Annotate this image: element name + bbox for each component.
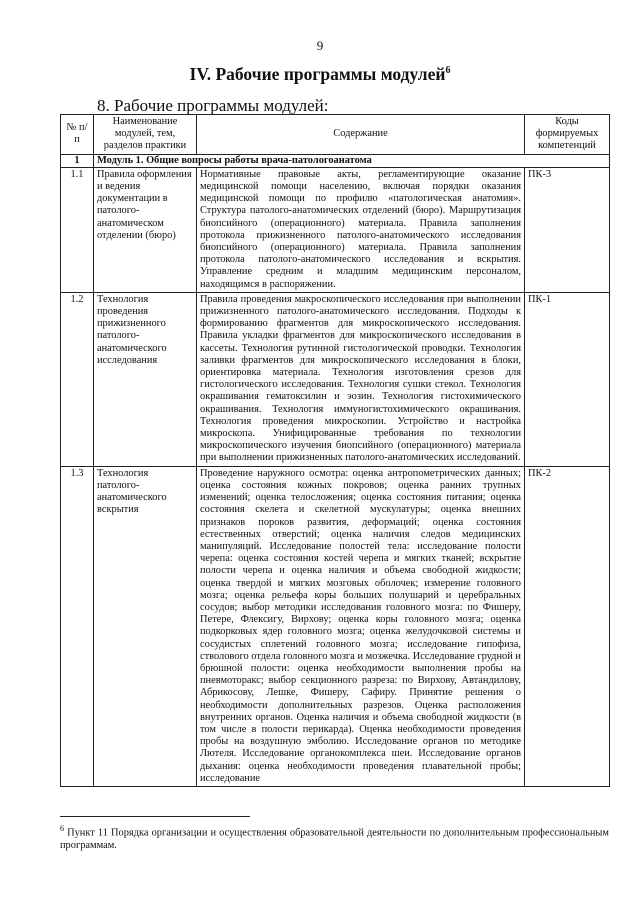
header-content: Содержание (197, 115, 525, 155)
row-number: 1.1 (61, 167, 94, 292)
footnote (60, 822, 609, 852)
row-content: Проведение наружного осмотра: оценка антропометрических данных; оценка состояния кожных покровов; оценка ранних трупных изменений; оценка телосложения; оценка состояния питания; оценка состояния скелета и скелетной мускулатуры; оценка внешних признаков пороков развития, деформаций; оценка состояния естественных отверстий; оценка наличия следов медицинских манипуляций. Исследование полостей тела: исследование полости черепа: оценка состояния костей черепа и мягких тканей; вскрытие полости черепа и оценка наличия и объема свободной жидкости; оценка твердой и мягких мозговых оболочек; измерение головного мозга; оценка рельефа коры больших полушарий и церебральных сосудов; выбор методики исследования головного мозга: по Фишеру, Петере, Флексигу, Вирхову; оценка коры головного мозга; оценка подкорковых ядер головного мозга; оценка желудочковой системы и сосудистых сплетений головного мозга; исследование гипофиза, стволового отдела головного мозга и мозжечка. Исследование грудной и брюшной полости: оценка необходимости выполнения пробы на пневмоторакс; выбор секционного разреза: по Вирхову, Автандилову, Абрикосову, Лешке, Фишеру, Сафиру. Принятие решения о необходимости дополнительных разрезов. Оценка расположения внутренних органов. Оценка наличия и объема свободной жидкости (в том числе в полости перикарда). Оценка необходимости проведения пробы на воздушную эмболию. Исследование органов по методике Лютеля. Исследование органокомплекса шеи. Исследование органов дыхания: оценка необходимости проведения плавательной пробы; исследование (197, 466, 525, 786)
modules-table (60, 114, 610, 787)
row-topic: Правила оформления и ведения документации в патолого-анатомическом отделении (бюро) (94, 167, 197, 292)
row-topic: Технология проведения прижизненного патолого-анатомического исследования (94, 292, 197, 466)
header-name: Наименование модулей, тем, разделов практики (94, 115, 197, 155)
row-number: 1.2 (61, 292, 94, 466)
row-competence-code: ПК-2 (525, 466, 610, 786)
row-content: Нормативные правовые акты, регламентирующие оказание медицинской помощи населению, включая порядки оказания медицинской помощи по профилю «патологическая анатомия». Структура патолого-анатомических отделений (бюро). Маршрутизация биопсийного (операционного) материала. Правила заполнения протокола прижизненного патолого-анатомического исследования биопсийного (операционного) материала. Правила заполнения протокола патолого-анатомического исследования и вскрытия. Управление средним и младшим медицинским персоналом, находящимся в распоряжении. (197, 167, 525, 292)
index-cell: 1 (61, 154, 94, 167)
header-num: № п/п (61, 115, 94, 155)
row-competence-code: ПК-1 (525, 292, 610, 466)
table-header-row (61, 115, 610, 155)
footnote-mark: 6 (445, 65, 451, 77)
row-number: 1.3 (61, 466, 94, 786)
table-index-row (61, 154, 610, 167)
row-content: Правила проведения макроскопического исследования при выполнении прижизненного патолого-анатомического исследования. Подходы к формированию фрагментов для микроскопического исследования. Правила укладки фрагментов для микроскопического исследования в кассеты. Технология рутинной гистологической проводки. Технология заливки фрагментов для микроскопического исследования в блоки, ориентировка материала. Технология изготовления срезов для гистологического исследования. Технология сушки стекол. Технология окрашивания гематоксилин и эозин. Технология гистохимического окрашивания. Технология иммуногистохимического окрашивания. Технология проведения микроскопии. Устройство и настройка микроскопа. Унифицированные требования по технологии микроскопического изучения биопсийного (операционного) материала при выполнении прижизненных патолого-анатомических исследований. (197, 292, 525, 466)
section-heading-text: IV. Рабочие программы модулей (189, 64, 446, 84)
row-competence-code: ПК-3 (525, 167, 610, 292)
subsection-heading: 8. Рабочие программы модулей: (97, 96, 329, 115)
row-topic: Технология патолого-анатомического вскрытия (94, 466, 197, 786)
footnote-text: Пункт 11 Порядка организации и осуществления образовательной деятельности по дополнительным профессиональным программам. (60, 827, 609, 852)
footnote-number: 6 (60, 824, 64, 833)
page-number: 9 (316, 38, 324, 53)
table-row (61, 167, 610, 292)
module-title: Модуль 1. Общие вопросы работы врача-патологоанатома (94, 154, 610, 167)
table-row (61, 292, 610, 466)
table-row (61, 466, 610, 786)
footnote-separator (60, 816, 250, 817)
header-codes: Коды формируемых компетенций (525, 115, 610, 155)
section-heading (0, 64, 640, 85)
